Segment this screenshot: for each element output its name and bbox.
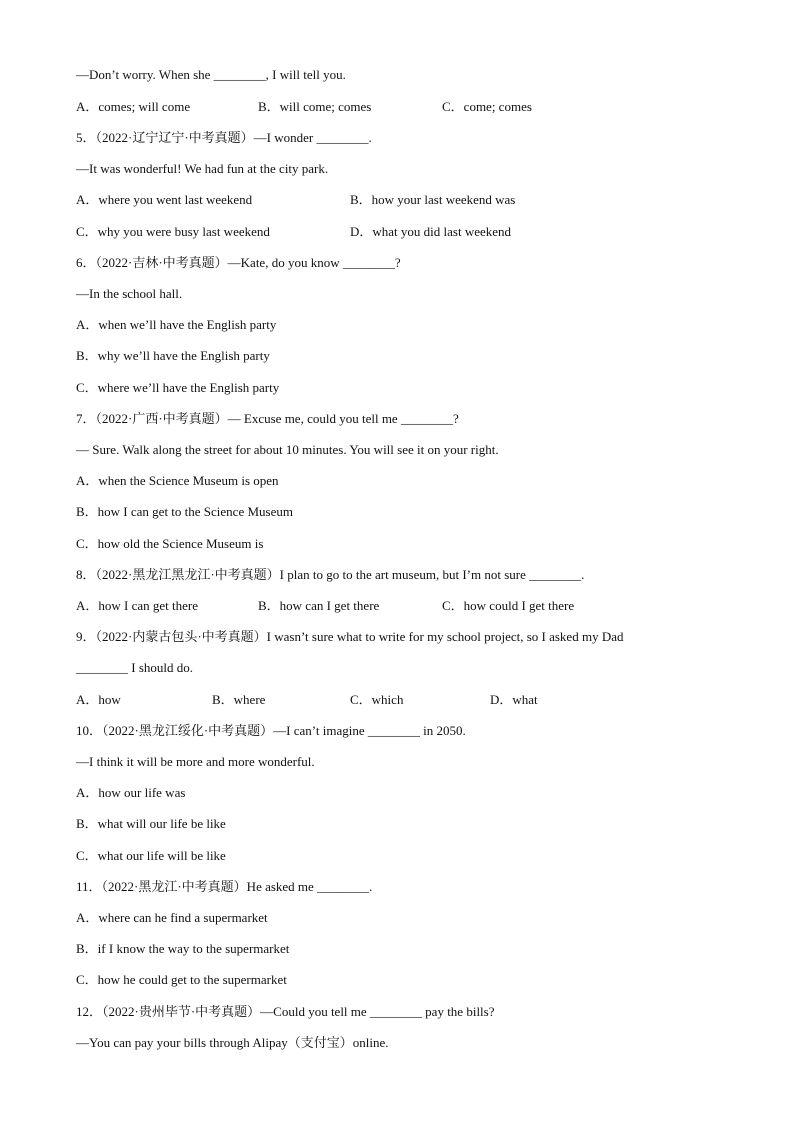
q7-option-b: B．how I can get to the Science Museum — [76, 504, 293, 519]
q10-response: —I think it will be more and more wonderful. — [76, 754, 315, 769]
q4-answer-line: —Don’t worry. When she ________, I will tell you. — [76, 67, 346, 82]
q5-option-d: D．what you did last weekend — [350, 224, 512, 239]
q6-question: 6．（2022·吉林·中考真题）—Kate, do you know ________? — [76, 255, 401, 270]
q12-response: —You can pay your bills through Alipay（支付宝）online. — [76, 1035, 389, 1050]
q7-option-c: C．how old the Science Museum is — [76, 536, 264, 551]
q7-question: 7．（2022·广西·中考真题）— Excuse me, could you tell me ________? — [76, 411, 459, 426]
q10-option-b: B．what will our life be like — [76, 816, 226, 831]
q9-option-b: B．where — [212, 692, 266, 707]
q5-option-a: A．where you went last weekend — [76, 192, 253, 207]
q6-option-c: C．where we’ll have the English party — [76, 380, 280, 395]
q8-option-c: C．how could I get there — [442, 598, 575, 613]
q6-option-a: A．when we’ll have the English party — [76, 317, 277, 332]
q9-question: 9．（2022·内蒙古包头·中考真题）I wasn’t sure what to write for my school project, so I asked my Dad — [76, 629, 624, 644]
q9-option-a: A．how — [76, 692, 121, 707]
q9-option-d: D．what — [490, 692, 538, 707]
q10-option-a: A．how our life was — [76, 785, 186, 800]
q4-option-b: B．will come; comes — [258, 99, 372, 114]
q5-response: —It was wonderful! We had fun at the city park. — [76, 161, 329, 176]
q11-option-c: C．how he could get to the supermarket — [76, 972, 287, 987]
q6-response: —In the school hall. — [76, 286, 183, 301]
q4-option-a: A．comes; will come — [76, 99, 191, 114]
q11-question: 11．（2022·黑龙江·中考真题）He asked me ________. — [76, 879, 373, 894]
q7-response: — Sure. Walk along the street for about 10 minutes. You will see it on your right. — [76, 442, 499, 457]
q5-question: 5．（2022·辽宁辽宁·中考真题）—I wonder ________. — [76, 130, 372, 145]
q10-option-c: C．what our life will be like — [76, 848, 226, 863]
q8-question: 8．（2022·黑龙江黑龙江·中考真题）I plan to go to the art museum, but I’m not sure ________. — [76, 567, 585, 582]
q11-option-a: A．where can he find a supermarket — [76, 910, 268, 925]
q6-option-b: B．why we’ll have the English party — [76, 348, 270, 363]
q5-option-b: B．how your last weekend was — [350, 192, 516, 207]
q9-question-cont: ________ I should do. — [76, 660, 193, 675]
q12-question: 12．（2022·贵州毕节·中考真题）—Could you tell me ________ pay the bills? — [76, 1004, 495, 1019]
q9-option-c: C．which — [350, 692, 404, 707]
q11-option-b: B．if I know the way to the supermarket — [76, 941, 290, 956]
q7-option-a: A．when the Science Museum is open — [76, 473, 279, 488]
q8-option-a: A．how I can get there — [76, 598, 199, 613]
q10-question: 10．（2022·黑龙江绥化·中考真题）—I can’t imagine ________ in 2050. — [76, 723, 466, 738]
q4-option-c: C．come; comes — [442, 99, 532, 114]
q8-option-b: B．how can I get there — [258, 598, 380, 613]
q5-option-c: C．why you were busy last weekend — [76, 224, 270, 239]
